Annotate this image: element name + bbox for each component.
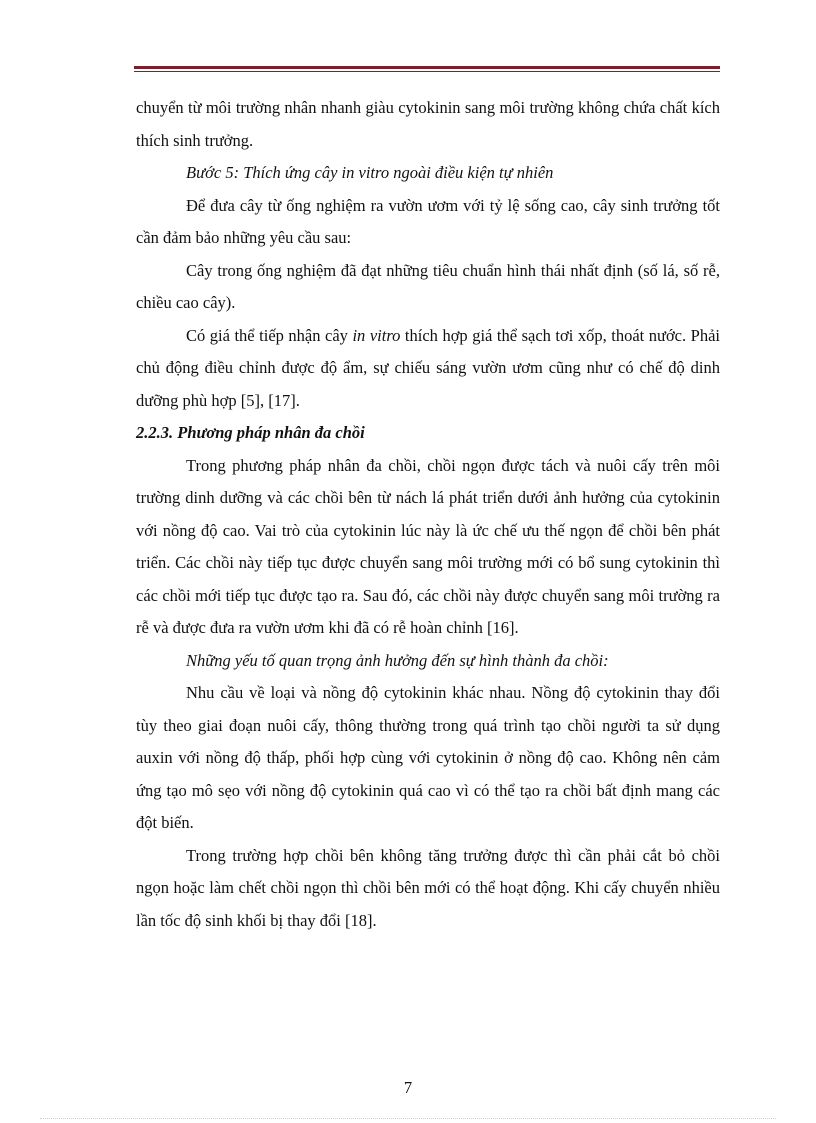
paragraph-substrate bbox=[136, 320, 720, 418]
substrate-text-a: Có giá thể tiếp nhận cây bbox=[186, 325, 353, 345]
in-vitro-term: in vitro bbox=[352, 325, 401, 345]
section-heading-2-2-3: 2.2.3. Phương pháp nhân đa chồi bbox=[136, 423, 365, 442]
paragraph-plant-standards: Cây trong ống nghiệm đã đạt những tiêu chuẩn hình thái nhất định (số lá, số rễ, chiều cao cây). bbox=[136, 260, 720, 312]
paragraph-cytokinin-needs: Nhu cầu về loại và nồng độ cytokinin khác nhau. Nồng độ cytokinin thay đổi tùy theo giai đoạn nuôi cấy, thông thường trong quá trình tạo chồi người ta sử dụng auxin với nồng độ thấp, phối hợp cùng với cytokinin ở nồng độ cao. Không nên cảm ứng tạo mô sẹo với nồng độ cytokinin quá cao vì có thể tạo ra chồi bất định mang các đột biến. bbox=[136, 683, 720, 832]
factors-subheading: Những yếu tố quan trọng ảnh hưởng đến sự hình thành đa chồi: bbox=[186, 650, 609, 670]
page-bottom-border bbox=[40, 1118, 776, 1119]
paragraph-requirements-intro: Để đưa cây từ ống nghiệm ra vườn ươm với tỷ lệ sống cao, cây sinh trưởng tốt cần đảm bảo những yêu cầu sau: bbox=[136, 195, 720, 247]
paragraph-continuation: chuyển từ môi trường nhân nhanh giàu cytokinin sang môi trường không chứa chất kích thích sinh trưởng. bbox=[136, 98, 720, 150]
paragraph-multi-shoot-method: Trong phương pháp nhân đa chồi, chồi ngọn được tách và nuôi cấy trên môi trường dinh dưỡng và các chồi bên từ nách lá phát triển dưới ảnh hưởng của cytokinin với nồng độ cao. Vai trò của cytokinin lúc này là ức chế ưu thế ngọn để chồi bên phát triển. Các chồi này tiếp tục được chuyển sang môi trường mới có bổ sung cytokinin thì các chồi mới tiếp tục được tạo ra. Sau đó, các chồi này được chuyển sang môi trường ra rễ và được đưa ra vườn ươm khi đã có rễ hoàn chỉnh [16]. bbox=[136, 455, 720, 637]
header-rule-thick bbox=[134, 66, 720, 69]
page-number: 7 bbox=[403, 1078, 413, 1097]
header-rule-thin bbox=[134, 71, 720, 72]
step-5-heading: Bước 5: Thích ứng cây in vitro ngoài điều kiện tự nhiên bbox=[186, 163, 554, 182]
substrate-text-b: thích hợp giá thể sạch tơi xốp, thoát nước. Phải chủ động điều chỉnh được độ ẩm, sự chiếu sáng vườn ươm cũng như có chế độ dinh dưỡng phù hợp [5], [17]. bbox=[136, 325, 720, 410]
paragraph-apical-removal: Trong trường hợp chồi bên không tăng trưởng được thì cần phải cắt bỏ chồi ngọn hoặc làm chết chồi ngọn thì chồi bên mới có thể hoạt động. Khi cấy chuyển nhiều lần tốc độ sinh khối bị thay đổi [18]. bbox=[136, 845, 720, 930]
page-body bbox=[136, 92, 720, 937]
